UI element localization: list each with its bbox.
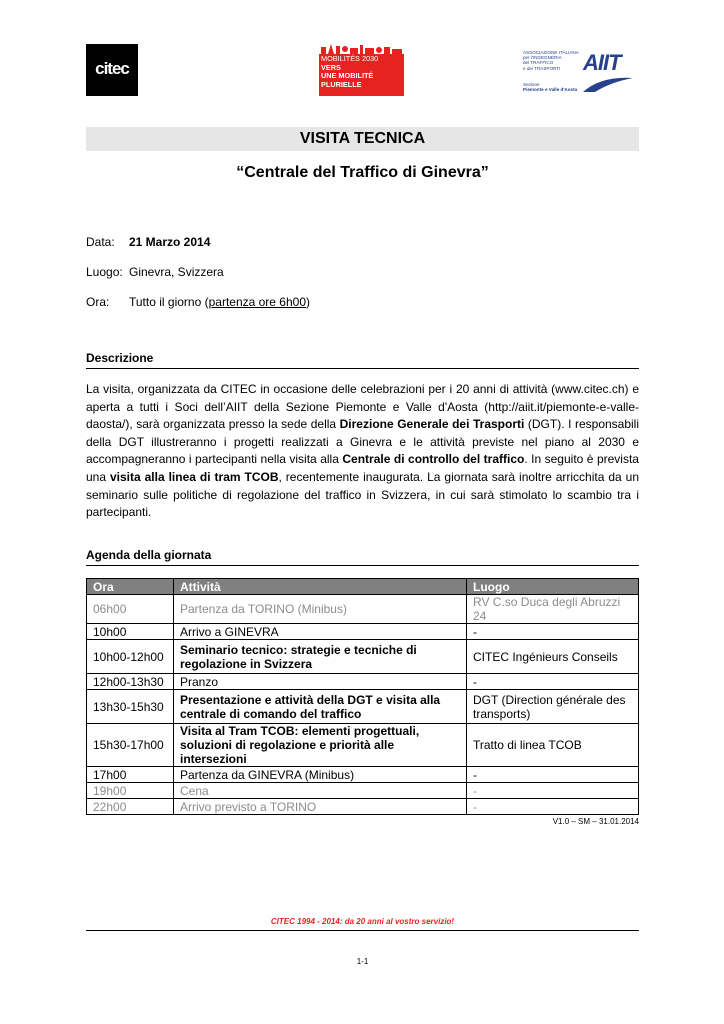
table-row xyxy=(87,595,639,624)
departure-time-link[interactable]: partenza ore 6h00 xyxy=(208,295,306,309)
cell-place: DGT (Direction générale des transports) xyxy=(467,690,639,724)
city-skyline-icon xyxy=(319,42,404,54)
cell-time: 10h00-12h00 xyxy=(87,640,174,674)
time-suffix: ) xyxy=(306,295,310,309)
footer-motto: CITEC 1994 - 2014: da 20 anni al vostro servizio! xyxy=(270,917,455,926)
col-header-activity: Attività xyxy=(174,579,467,595)
desc-bold-3: visita alla linea di tram TCOB xyxy=(109,469,279,484)
cell-place: - xyxy=(467,624,639,640)
mobilites-line-3: UNE MOBILITÉ xyxy=(321,71,374,81)
aiit-small-line-4: e dei TRASPORTI xyxy=(523,65,561,71)
cell-activity: Arrivo previsto a TORINO xyxy=(174,799,467,815)
agenda-heading: Agenda della giornata xyxy=(86,548,639,566)
table-row xyxy=(87,783,639,799)
table-row xyxy=(87,674,639,690)
agenda-body xyxy=(87,595,639,815)
cell-activity: Cena xyxy=(174,783,467,799)
aiit-logo-section-text xyxy=(523,82,577,92)
date-label: Data: xyxy=(86,235,115,249)
agenda-table xyxy=(86,578,639,815)
aiit-section-line-2: Piemonte e Valle d'Aosta xyxy=(523,87,578,93)
mobilites-logo-box xyxy=(319,54,404,96)
cell-activity: Visita al Tram TCOB: elementi progettuali, soluzioni di regolazione e priorità alle intersezioni xyxy=(174,724,467,767)
mobilites-line-4: PLURIELLE xyxy=(321,79,362,89)
desc-part-1: La visita, organizzata da CITEC in occasione delle celebrazioni per i 20 anni di attività (www.citec.ch) e aperta a tutti i Soci dell’AIIT della Sezione Piemonte e Valle d'Aosta (http://aiit.it/piemonte-e-valle-daosta/), sarà organizzata presso la sede della xyxy=(86,382,639,432)
version-note: V1.0 – SM – 31.01.2014 xyxy=(552,817,639,826)
table-row xyxy=(87,724,639,767)
cell-activity: Seminario tecnico: strategie e tecniche di regolazione in Svizzera xyxy=(174,640,467,674)
agenda-header-row xyxy=(87,579,639,595)
cell-place: - xyxy=(467,783,639,799)
mobilites-2030-logo xyxy=(319,42,404,96)
time-label: Ora: xyxy=(86,295,110,309)
cell-time: 19h00 xyxy=(87,783,174,799)
mobilites-line-2: VERS xyxy=(321,62,341,72)
cell-place: RV C.so Duca degli Abruzzi 24 xyxy=(467,595,639,624)
aiit-small-line-1: ASSOCIAZIONE ITALIANA xyxy=(523,50,579,55)
cell-place: - xyxy=(467,674,639,690)
table-row xyxy=(87,690,639,724)
cell-place: Tratto di linea TCOB xyxy=(467,724,639,767)
time-value xyxy=(129,295,310,309)
aiit-small-line-2: per l'INGEGNERIA xyxy=(523,55,562,61)
table-row xyxy=(87,767,639,783)
desc-part-2: (DGT). I responsabili della DGT illustreranno i progetti realizzati a Ginevra e le attività previste nel piano al 2030 e accompagneranno i partecipanti nella visita alla xyxy=(86,417,640,467)
cell-time: 13h30-15h30 xyxy=(87,690,174,724)
cell-place: - xyxy=(467,799,639,815)
desc-part-4: , recentemente inaugurata. La giornata sarà inoltre arricchita da un seminario sulle politiche di regolazione del traffico in Svizzera, in cui sarà stimolato lo scambio tra i partecipanti. xyxy=(86,469,639,520)
aiit-logo-wordmark: AIIT xyxy=(583,50,621,75)
cell-time: 22h00 xyxy=(87,799,174,815)
desc-bold-1: Direzione Generale dei Trasporti xyxy=(339,417,525,432)
mobilites-line-1: MOBILITÉS 2030 xyxy=(321,54,379,63)
cell-time: 10h00 xyxy=(87,624,174,640)
cell-place: - xyxy=(467,767,639,783)
footer-divider xyxy=(86,930,639,931)
citec-logo xyxy=(86,44,138,96)
aiit-section-line-1: Sezione xyxy=(523,82,540,87)
cell-place: CITEC Ingénieurs Conseils xyxy=(467,640,639,674)
aiit-logo xyxy=(523,48,635,100)
aiit-logo-small-text xyxy=(523,50,581,71)
place-value: Ginevra, Svizzera xyxy=(129,265,224,279)
table-row xyxy=(87,624,639,640)
desc-bold-2: Centrale di controllo del traffico xyxy=(342,452,525,467)
citec-logo-text: citec xyxy=(95,59,129,78)
place-label: Luogo: xyxy=(86,265,123,279)
description-heading: Descrizione xyxy=(86,351,639,369)
desc-part-3: . In seguito è prevista una xyxy=(86,452,639,484)
cell-activity: Arrivo a GINEVRA xyxy=(174,624,467,640)
date-value: 21 Marzo 2014 xyxy=(129,235,211,249)
cell-activity: Presentazione e attività della DGT e visita alla centrale di comando del traffico xyxy=(174,690,467,724)
cell-time: 15h30-17h00 xyxy=(87,724,174,767)
cell-activity: Partenza da GINEVRA (Minibus) xyxy=(174,767,467,783)
road-swoosh-icon xyxy=(581,74,635,94)
cell-activity: Pranzo xyxy=(174,674,467,690)
aiit-small-line-3: del TRAFFICO xyxy=(523,60,554,66)
table-row xyxy=(87,799,639,815)
col-header-place: Luogo xyxy=(467,579,639,595)
col-header-time: Ora xyxy=(87,579,174,595)
cell-time: 12h00-13h30 xyxy=(87,674,174,690)
page-number: 1-1 xyxy=(356,957,369,966)
cell-time: 06h00 xyxy=(87,595,174,624)
description-text xyxy=(86,381,639,522)
page-title: VISITA TECNICA xyxy=(299,130,426,147)
table-row xyxy=(87,640,639,674)
cell-activity: Partenza da TORINO (Minibus) xyxy=(174,595,467,624)
time-prefix: Tutto il giorno ( xyxy=(129,295,209,309)
page-subtitle: “Centrale del Traffico di Ginevra” xyxy=(236,164,489,181)
cell-time: 17h00 xyxy=(87,767,174,783)
